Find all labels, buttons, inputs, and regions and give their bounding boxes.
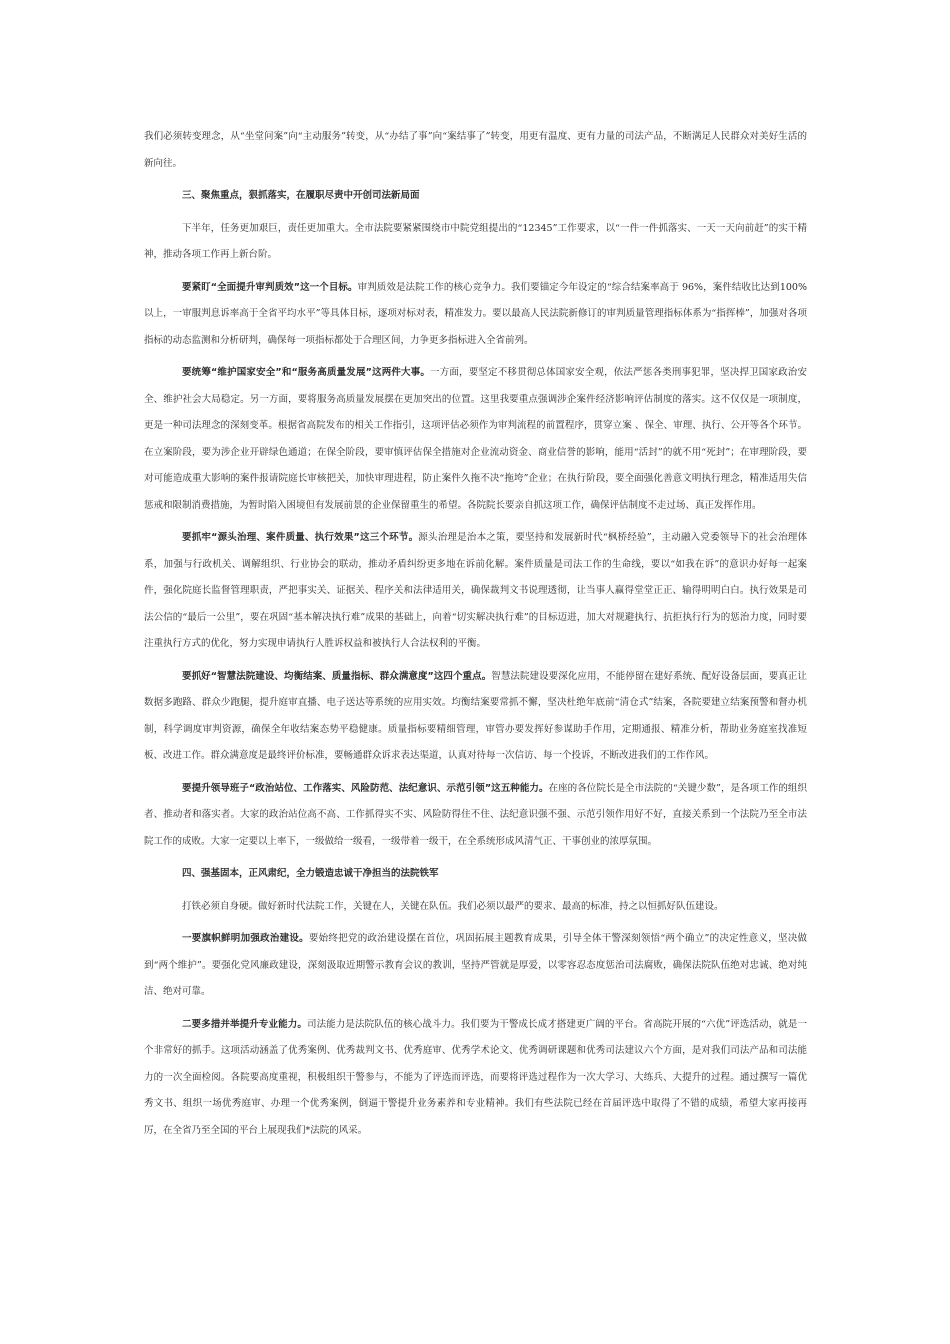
paragraph-lead: 要抓好“智慧法院建设、均衡结案、质量指标、群众满意度”这四个重点。 (182, 670, 492, 682)
section-heading: 四、强基固本，正风肃纪，全力锻造忠诚干净担当的法院铁军 (182, 868, 439, 879)
body-paragraph (144, 124, 807, 177)
paragraph-text: 要始终把党的政治建设摆在首位，巩固拓展主题教育成果，引导全体干警深刻领悟“两个确立”的决定性意义，坚决做到“两个维护”。要强化党风廉政建设，深刻汲取近期警示教育会议的教训，坚持严管就是厚爱，以零容忍态度惩治司法腐败，确保法院队伍绝对忠诚、绝对纯洁、绝对可靠。 (144, 933, 807, 997)
paragraph-text: 智慧法院建设要深化应用，不能停留在建好系统、配好设备层面，要真正让数据多跑路、群众少跑腿，提升庭审直播、电子送达等系统的应用实效。均衡结案要常抓不懈，坚决杜绝年底前“清仓式”结案，各院要建立结案预警和督办机制，科学调度审判资源，确保全年收结案态势平稳健康。质量指标要精细管理，审管办要发挥好参谋助手作用，定期通报、精准分析，帮助业务庭室找准短板、改进工作。群众满意度是最终评价标准，要畅通群众诉求表达渠道，认真对待每一次信访、每一个投诉，不断改进我们的工作作风。 (144, 670, 807, 761)
body-paragraph (144, 926, 807, 1006)
paragraph-text: 下半年，任务更加艰巨，责任更加重大。全市法院要紧紧围绕市中院党组提出的“12345”工作要求，以“一件一件抓落实、一天一天向前赶”的实干精神，推动各项工作再上新台阶。 (144, 222, 807, 260)
body-paragraph (144, 776, 807, 856)
paragraph-text: 一方面，要坚定不移贯彻总体国家安全观，依法严惩各类刑事犯罪，坚决捍卫国家政治安全、维护社会大局稳定。另一方面，要将服务高质量发展摆在更加突出的位置。这里我要重点强调涉企案件经济影响评估制度的落实。这不仅仅是一项制度，更是一种司法理念的深刻变革。根据省高院发布的相关工作指引，这项评估必须作为审判流程的前置程序，贯穿立案 、保全、审理、执行、公开等各个环节。在立案阶段，要为涉企业开辟绿色通道；在保全阶段，要审慎评估保全措施对企业流动资金、商业信誉的影响，能用“活封”的就不用“死封”；在审理阶段，要对可能造成重大影响的案件报请院庭长审核把关，加快审理进程，防止案件久拖不决“拖垮”企业；在执行阶段，要全面强化善意文明执行理念，精准适用失信惩戒和限制消费措施，为暂时陷入困境但有发展前景的企业保留重生的希望。各院院长要亲自抓这项工作，确保评估制度不走过场、真正发挥作用。 (144, 367, 807, 511)
paragraph-text: 源头治理是治本之策，要坚持和发展新时代“枫桥经验”，主动融入党委领导下的社会治理体系，加强与行政机关、调解组织、行业协会的联动，推动矛盾纠纷更多地在诉前化解。案件质量是司法工作的生命线，要以“如我在诉”的意识办好每一起案件，强化院庭长监督管理职责，严把事实关、证据关、程序关和法律适用关，确保裁判文书说理透彻，让当事人赢得堂堂正正、输得明明白白。执行效果是司法公信的“最后一公里”，要在巩固“基本解决执行难”成果的基础上，向着“切实解决执行难”的目标迈进，加大对规避执行、抗拒执行行为的惩治力度，同时要注重执行方式的优化，努力实现申请执行人胜诉权益和被执行人合法权利的平衡。 (144, 532, 807, 649)
body-paragraph (144, 1012, 807, 1145)
paragraph-lead: 要提升领导班子“政治站位、工作落实、风险防范、法纪意识、示范引领”这五种能力。 (182, 782, 549, 794)
body-paragraph (144, 894, 807, 921)
paragraph-lead: 要统筹“维护国家安全”和“服务高质量发展”这两件大事。 (182, 367, 431, 378)
paragraph-text: 打铁必须自身硬。做好新时代法院工作，关键在人，关键在队伍。我们必须以最严的要求、最高的标准，持之以恒抓好队伍建设。 (182, 900, 724, 912)
paragraph-text: 审判质效是法院工作的核心竞争力。我们要锚定今年设定的“综合结案率高于 96%，案件结收比达到100%以上，一审服判息诉率高于全省平均水平”等具体目标，逐项对标对表，精准发力。要以最高人民法院新修订的审判质量管理指标体系为“指挥棒”，加强对各项指标的动态监测和分析研判，确保每一项指标都处于合理区间，力争更多指标进入全省前列。 (144, 281, 807, 346)
paragraph-text: 在座的各位院长是全市法院的“关键少数”，是各项工作的组织者、推动者和落实者。大家的政治站位高不高、工作抓得实不实、风险防得住不住、法纪意识强不强、示范引领作用好不好，直接关系到一个法院乃至全市法院工作的成败。大家一定要以上率下，一级做给一级看，一级带着一级干，在全系统形成风清气正、干事创业的浓厚氛围。 (144, 782, 807, 847)
paragraph-text: 我们必须转变理念，从“坐堂问案”向“主动服务”转变，从“办结了事”向“案结事了”转变，用更有温度、更有力量的司法产品，不断满足人民群众对美好生活的新向往。 (144, 131, 807, 169)
paragraph-text: 司法能力是法院队伍的核心战斗力。我们要为干警成长成才搭建更广阔的平台。省高院开展的“六优”评选活动，就是一个非常好的抓手。这项活动涵盖了优秀案例、优秀裁判文书、优秀庭审、优秀学术论文、优秀调研课题和优秀司法建议六个方面，是对我们司法产品和司法能力的一次全面检阅。各院要高度重视，积极组织干警参与，不能为了评选而评选，而要将评选过程作为一次大学习、大练兵、大提升的过程。通过撰写一篇优秀文书、组织一场优秀庭审、办理一个优秀案例，倒逼干警提升业务素养和专业精神。我们有些法院已经在首届评选中取得了不错的成绩，希望大家再接再厉，在全省乃至全国的平台上展现我们*法院的风采。 (144, 1018, 807, 1136)
body-paragraph (144, 216, 807, 269)
paragraph-lead: 一要旗帜鲜明加强政治建设。 (182, 933, 309, 944)
paragraph-lead: 要抓牢“源头治理、案件质量、执行效果”这三个环节。 (182, 532, 419, 543)
paragraph-lead: 要紧盯“全面提升审判质效”这一个目标。 (182, 281, 358, 293)
section-heading: 三、聚焦重点，狠抓落实，在履职尽责中开创司法新局面 (182, 190, 420, 201)
document-page (144, 124, 807, 1150)
body-paragraph (144, 275, 807, 355)
body-paragraph (144, 525, 807, 658)
paragraph-lead: 二要多措并举提升专业能力。 (182, 1018, 307, 1030)
body-paragraph (144, 360, 807, 519)
body-paragraph (144, 664, 807, 770)
